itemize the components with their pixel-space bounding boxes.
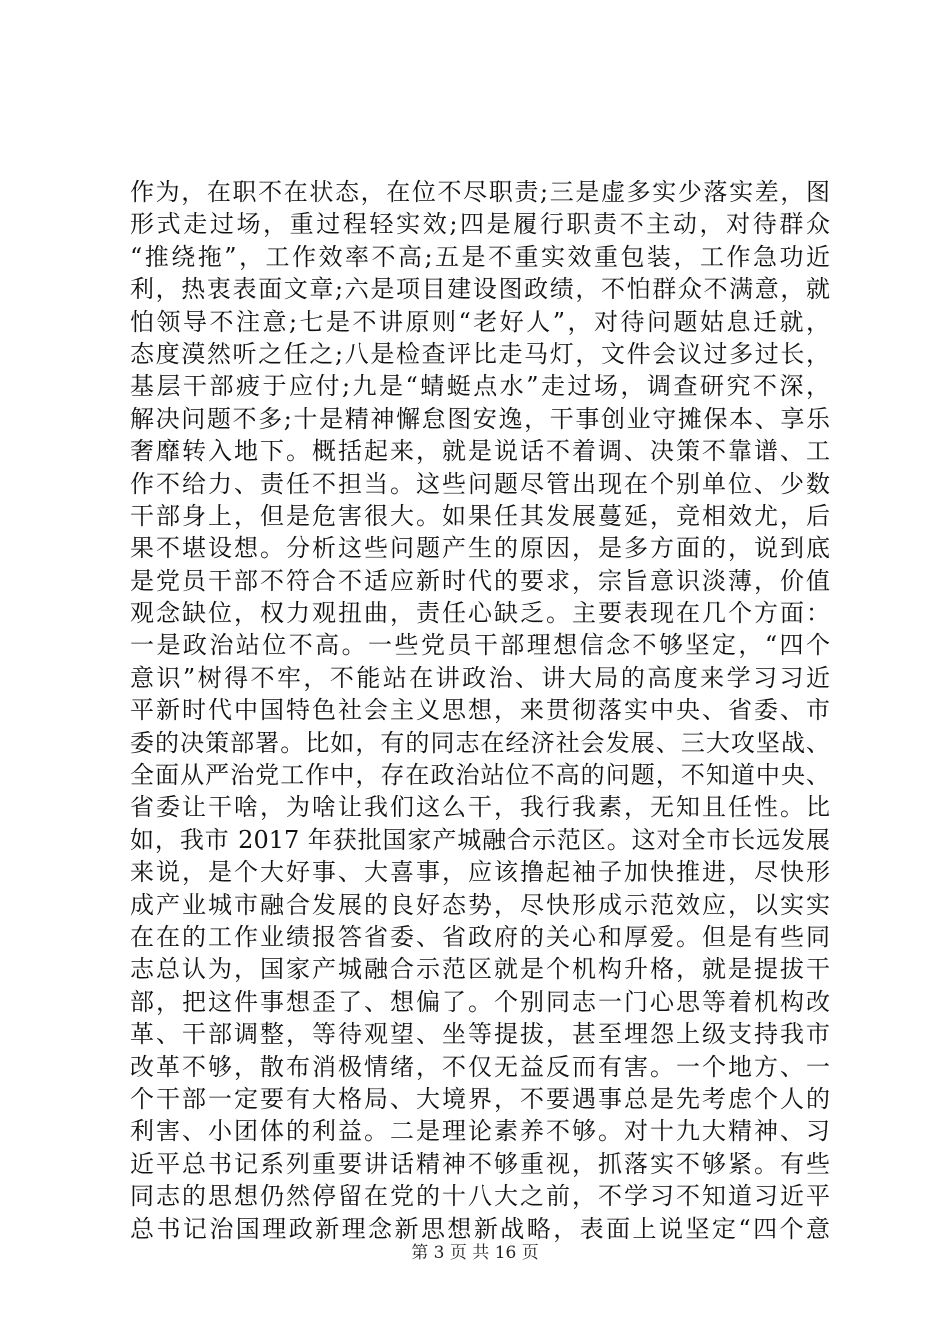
- text-line: 志总认为，国家产城融合示范区就是个机构升格，就是提拔干: [130, 955, 830, 984]
- text-line: 意识”树得不牢，不能站在讲政治、讲大局的高度来学习习近: [130, 663, 830, 692]
- page-footer: 第 3 页 共 16 页: [411, 1243, 539, 1263]
- text-line: 来说，是个大好事、大喜事，应该撸起袖子加快推进，尽快形: [130, 858, 830, 887]
- text-line: 部，把这件事想歪了、想偏了。个别同志一门心思等着机构改: [130, 987, 830, 1016]
- text-line: 利害、小团体的利益。二是理论素养不够。对十九大精神、习: [130, 1117, 830, 1146]
- text-line: 干部身上，但是危害很大。如果任其发展蔓延，竞相效尤，后: [130, 501, 830, 530]
- text-line: 同志的思想仍然停留在党的十八大之前，不学习不知道习近平: [130, 1182, 830, 1211]
- text-line: 是党员干部不符合不适应新时代的要求，宗旨意识淡薄，价值: [130, 566, 830, 595]
- text-line: 果不堪设想。分析这些问题产生的原因，是多方面的，说到底: [130, 534, 830, 563]
- text-line: 如，我市 2017 年获批国家产城融合示范区。这对全市长远发展: [130, 825, 830, 854]
- text-line: 怕领导不注意;七是不讲原则“老好人”，对待问题姑息迁就，: [130, 307, 830, 336]
- text-line: 作不给力、责任不担当。这些问题尽管出现在个别单位、少数: [130, 469, 830, 498]
- text-line: 个干部一定要有大格局、大境界，不要遇事总是先考虑个人的: [130, 1084, 830, 1113]
- text-line: 基层干部疲于应付;九是“蜻蜓点水”走过场，调查研究不深，: [130, 372, 830, 401]
- text-line: 委的决策部署。比如，有的同志在经济社会发展、三大攻坚战、: [130, 728, 830, 757]
- text-line: 总书记治国理政新理念新思想新战略，表面上说坚定“四个意: [130, 1214, 830, 1243]
- text-line: 省委让干啥，为啥让我们这么干，我行我素，无知且任性。比: [130, 793, 830, 822]
- text-line: 平新时代中国特色社会主义思想，来贯彻落实中央、省委、市: [130, 696, 830, 725]
- body-text: [130, 176, 830, 1245]
- text-line: 解决问题不多;十是精神懈怠图安逸，干事创业守摊保本、享乐: [130, 404, 830, 433]
- text-line: “推绕拖”，工作效率不高;五是不重实效重包装，工作急功近: [130, 242, 830, 271]
- text-line: 态度漠然听之任之;八是检查评比走马灯，文件会议过多过长，: [130, 339, 830, 368]
- text-line: 成产业城市融合发展的良好态势，尽快形成示范效应，以实实: [130, 890, 830, 919]
- text-line: 一是政治站位不高。一些党员干部理想信念不够坚定，“四个: [130, 631, 830, 660]
- text-line: 在在的工作业绩报答省委、省政府的关心和厚爱。但是有些同: [130, 922, 830, 951]
- text-line: 奢靡转入地下。概括起来，就是说话不着调、决策不靠谱、工: [130, 437, 830, 466]
- text-line: 利，热衷表面文章;六是项目建设图政绩，不怕群众不满意，就: [130, 275, 830, 304]
- text-line: 改革不够，散布消极情绪，不仅无益反而有害。一个地方、一: [130, 1052, 830, 1081]
- text-line: 形式走过场，重过程轻实效;四是履行职责不主动，对待群众: [130, 210, 830, 239]
- text-line: 观念缺位，权力观扭曲，责任心缺乏。主要表现在几个方面：: [130, 599, 830, 628]
- text-line: 全面从严治党工作中，存在政治站位不高的问题，不知道中央、: [130, 761, 830, 790]
- text-line: 作为，在职不在状态，在位不尽职责;三是虚多实少落实差，图: [130, 178, 830, 206]
- text-line: 近平总书记系列重要讲话精神不够重视，抓落实不够紧。有些: [130, 1149, 830, 1178]
- text-line: 革、干部调整，等待观望、坐等提拔，甚至埋怨上级支持我市: [130, 1020, 830, 1049]
